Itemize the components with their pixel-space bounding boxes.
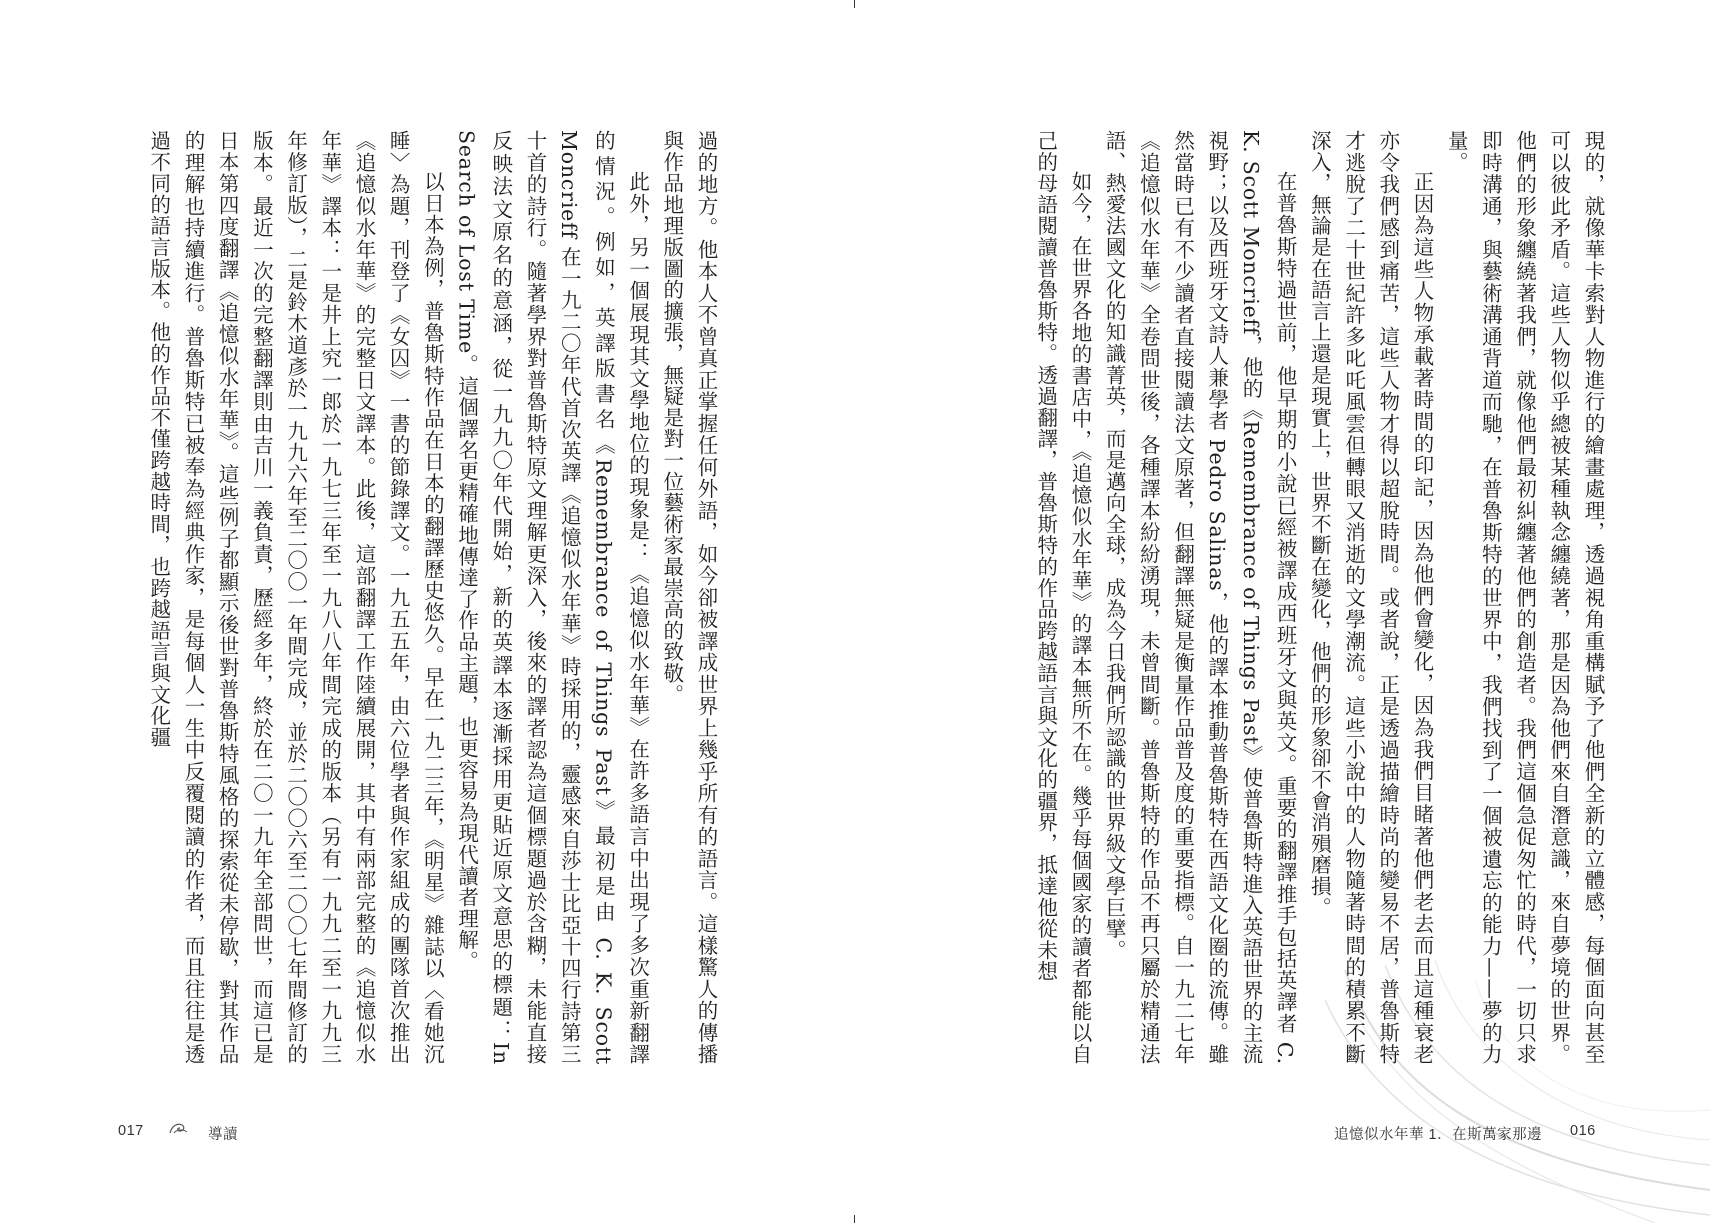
right-paragraph-2: 正因為這些人物承載著時間的印記，因為他們會變化，因為我們目睹著他們老去而且這種衰老亦令我們感到痛苦，這些人物才得以超脫時間。或者說，正是透過描繪時尚的變易不居，普魯斯特才逃脫了二十世紀許多叱吒風雲但轉眼又消逝的文學潮流。這些小說中的人物隨著時間的積累不斷深入，無論是在語言上還是現實上，世界不斷在變化，他們的形象卻不會消殞磨損。 — [1307, 130, 1434, 1065]
right-paragraph-3: 在普魯斯特過世前，他早期的小說已經被譯成西班牙文與英文。重要的翻譯推手包括英譯者 C. K. Scott Moncrieff，他的《Remembrance of Things Past》使普魯斯特進入英語世界的主流視野；以及西班牙文詩人兼學者 Pedro Salinas，他的譯本推動普魯斯特在西語文化圈的流傳。雖然當時已有不少讀者直接閱讀法文原著，但翻譯無疑是衡量作品普及度的重要指標。自一九二七年《追憶似水年華》全卷問世後，各種譯本紛紛湧現，未曾間斷。普魯斯特的作品不再只屬於精通法語、熱愛法國文化的知識菁英，而是邁向全球，成為今日我們所認識的世界級文學巨擘。 — [1102, 130, 1298, 1065]
left-paragraph-3: 以日本為例，普魯斯特作品在日本的翻譯歷史悠久。早在一九二三年，《明星》雜誌以〈看她沉睡〉為題，刊登了《女囚》一書的節錄譯文。一九五五年，由六位學者與作家組成的團隊首次推出《追憶似水年華》的完整日文譯本。此後，這部翻譯工作陸續展開，其中有兩部完整的《追憶似水年華》譯本：一是井上究一郎於一九七三年至一九八八年間完成的版本（另有一九九二至一九九三年修訂版），二是鈴木道彥於一九九六年至二〇〇一年間完成，並於二〇〇六至二〇〇七年間修訂的版本。最近一次的完整翻譯則由吉川一義負責，歷經多年，終於在二〇一九年全部問世，而這已是日本第四度翻譯《追憶似水年華》。這些例子都顯示後世對普魯斯特風格的探索從未停歇，對其作品的理解也持續進行。普魯斯特已被奉為經典作家，是每個人一生中反覆閱讀的作者，而且往往是透過不同的語言版本。他的作品不僅跨越時間，也跨越語言與文化疆 — [146, 130, 445, 1065]
right-paragraph-1: 現的，就像華卡索對人物進行的繪畫處理，透過視角重構賦予了他們全新的立體感，每個面向甚至可以彼此矛盾。這些人物似乎總被某種執念纏繞著，那是因為他們來自潛意識，來自夢境的世界。他們的形象纏繞著我們，就像他們最初糾纏著他們的創造者。我們這個急促匆忙的時代，一切只求即時溝通，與藝術溝通背道而馳，在普魯斯特的世界中，我們找到了一個被遺忘的能力——夢的力量。 — [1444, 130, 1605, 1065]
left-page-number: 017 — [118, 1123, 144, 1139]
right-page-number: 016 — [1570, 1123, 1596, 1139]
left-paragraph-1: 過的地方。他本人不曾真正掌握任何外語，如今卻被譯成世界上幾乎所有的語言。這樣驚人的傳播與作品地理版圖的擴張，無疑是對一位藝術家最崇高的致敬。 — [659, 130, 718, 1065]
running-head: 追憶似水年華 1．在斯萬家那邊 — [1334, 1127, 1543, 1143]
leaf-swirl-ornament-icon — [168, 1121, 188, 1135]
section-title: 導讀 — [208, 1127, 238, 1143]
left-page-body — [113, 130, 723, 1065]
top-trim-mark — [854, 0, 855, 8]
right-paragraph-4: 如今，在世界各地的書店中，《追憶似水年華》的譯本無所不在。幾乎每個國家的讀者都能以自己的母語閱讀普魯斯特。透過翻譯，普魯斯特的作品跨越語言與文化的疆界，抵達他從未想 — [1033, 130, 1092, 1065]
bottom-trim-mark — [854, 1215, 855, 1223]
right-page-body — [985, 130, 1610, 1065]
left-paragraph-2: 此外，另一個展現其文學地位的現象是：《追憶似水年華》在許多語言中出現了多次重新翻譯的情況。例如，英譯版書名《Remembrance of Things Past》最初是由 C. K. Scott Moncrieff 在一九二〇年代首次英譯《追憶似水年華》時採用的，靈感來自莎士比亞十四行詩第三十首的詩行。隨著學界對普魯斯特原文理解更深入，後來的譯者認為這個標題過於含糊，未能直接反映法文原名的意涵，從一九九〇年代開始，新的英譯本逐漸採用更貼近原文意思的標題：In Search of Lost Time。這個譯名更精確地傳達了作品主題，也更容易為現代讀者理解。 — [454, 130, 650, 1065]
